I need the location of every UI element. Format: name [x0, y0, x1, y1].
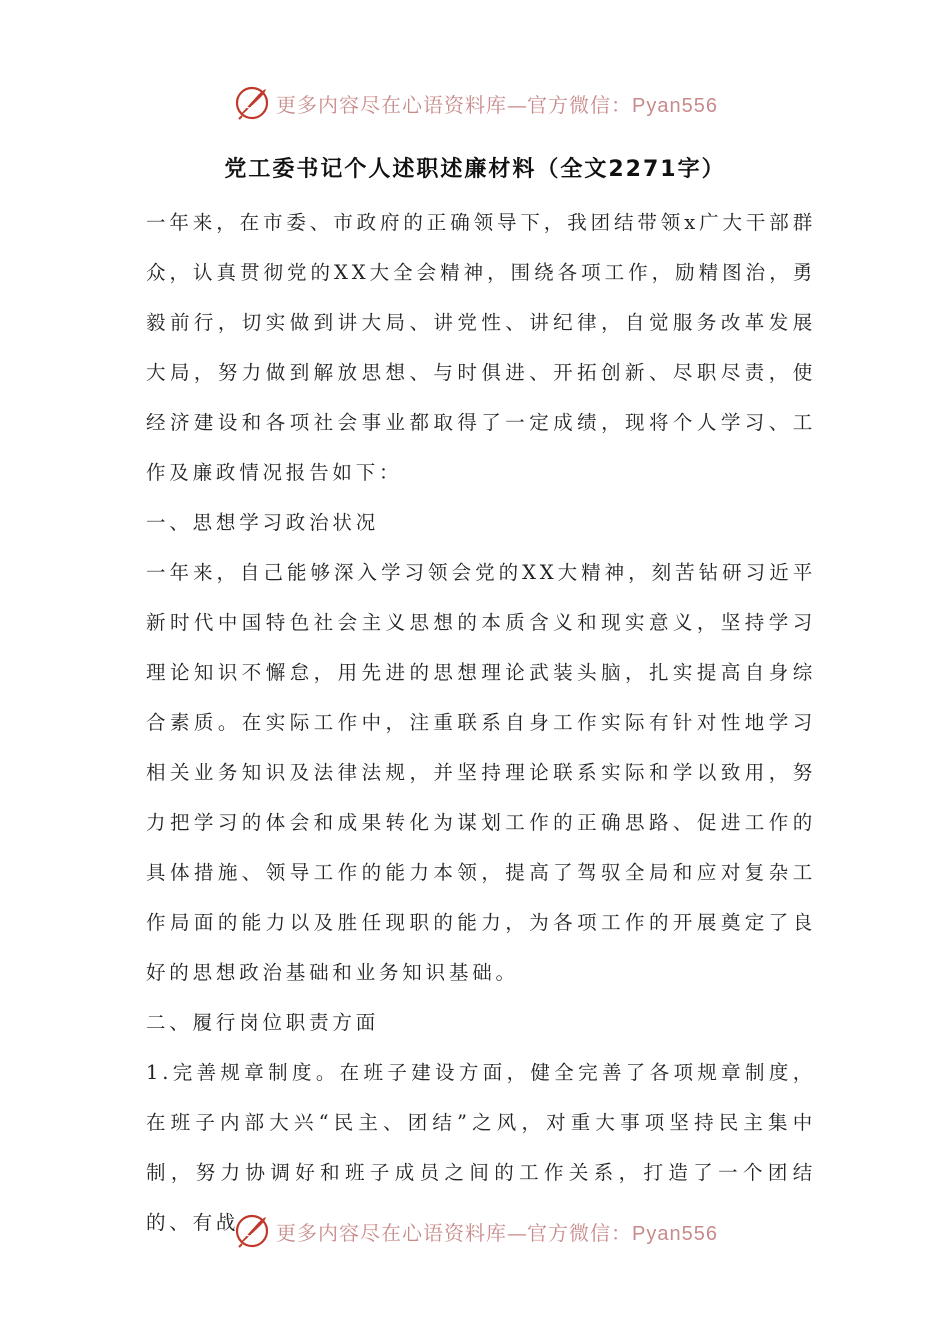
- document-title: 党工委书记个人述职述廉材料（全文2271字）: [224, 157, 726, 182]
- study-paragraph: 一年来，自己能够深入学习领会党的XX大精神，刻苦钻研习近平新时代中国特色社会主义思想的本质含义和现实意义，坚持学习理论知识不懈怠，用先进的思想理论武装头脑，扎实提高自身综合素质。在实际工作中，注重联系自身工作实际有针对性地学习相关业务知识及法律法规，并坚持理论联系实际和学以致用，努力把学习的体会和成果转化为谋划工作的正确思路、促进工作的具体措施、领导工作的能力本领，提高了驾驭全局和应对复杂工作局面的能力以及胜任现职的能力，为各项工作的开展奠定了良好的思想政治基础和业务知识基础。: [146, 561, 816, 984]
- banner-text: 更多内容尽在心语资料库—官方微信：Pyan556: [276, 1220, 718, 1245]
- wechat-id: Pyan556: [632, 1222, 718, 1245]
- section-heading-1: 一、思想学习政治状况: [146, 511, 380, 534]
- banner-text: 更多内容尽在心语资料库—官方微信：Pyan556: [276, 92, 718, 117]
- header-watermark-banner: [0, 80, 950, 126]
- document-body: [146, 198, 816, 1248]
- quill-pen-logo-icon: [232, 1211, 272, 1251]
- quill-pen-logo-icon: [232, 83, 272, 123]
- wechat-id: Pyan556: [632, 94, 718, 117]
- rules-paragraph: 1.完善规章制度。在班子建设方面，健全完善了各项规章制度，在班子内部大兴“民主、团结”之风，对重大事项坚持民主集中制，努力协调好和班子成员之间的工作关系，打造了一个团结的、有战: [146, 1061, 816, 1234]
- section-heading-2: 二、履行岗位职责方面: [146, 1011, 380, 1034]
- intro-paragraph: 一年来，在市委、市政府的正确领导下，我团结带领x广大干部群众，认真贯彻党的XX大全会精神，围绕各项工作，励精图治，勇毅前行，切实做到讲大局、讲党性、讲纪律，自觉服务改革发展大局，努力做到解放思想、与时俱进、开拓创新、尽职尽责，使经济建设和各项社会事业都取得了一定成绩，现将个人学习、工作及廉政情况报告如下：: [146, 211, 816, 484]
- footer-watermark-banner: [0, 1208, 950, 1254]
